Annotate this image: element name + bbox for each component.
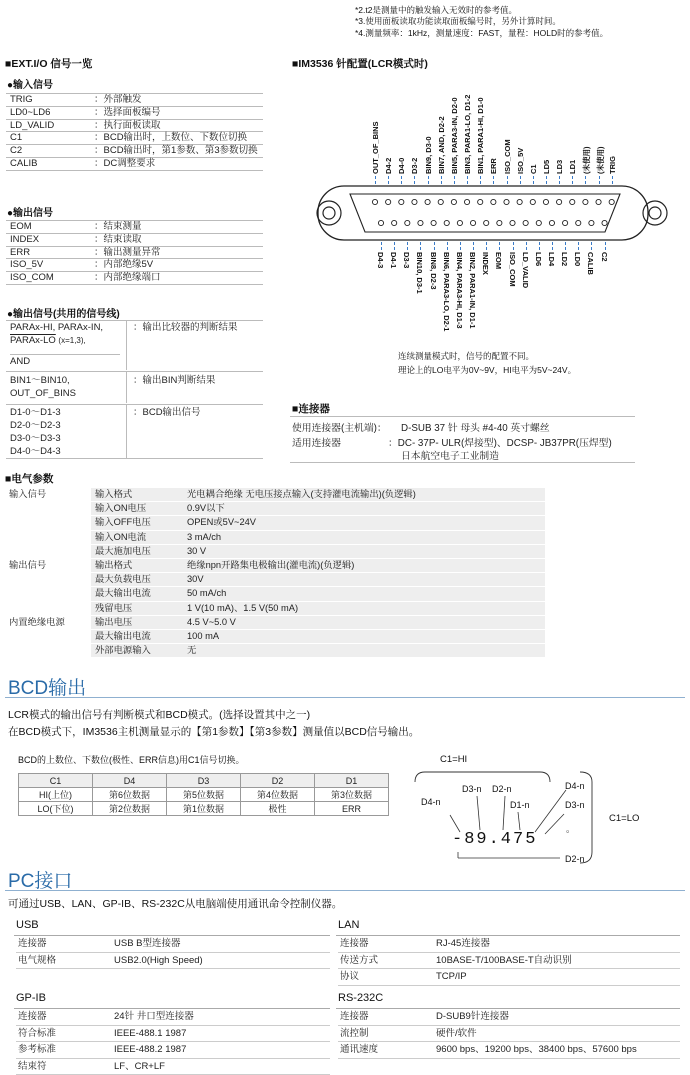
- shared-row-bcd-l3: D3-0～D3-3: [10, 433, 61, 444]
- bcd-cell: HI(上位): [19, 788, 93, 802]
- pin-label-top: TRIG: [607, 156, 617, 174]
- signal-name: C2: [10, 145, 23, 157]
- electrical-item: 外部电源输入: [91, 644, 183, 658]
- arrow-d2-hi: [503, 796, 505, 830]
- pin-hole: [392, 220, 397, 225]
- pin-label-bottom: BIN8, D2-3: [428, 252, 438, 290]
- electrical-item: 最大输出电流: [91, 630, 183, 644]
- pin-label-bottom: BIN6, PARA3-LO, D2-1: [441, 252, 451, 332]
- pin-hole: [444, 220, 449, 225]
- spec-key: 参考标准: [18, 1044, 57, 1055]
- pin-label-top: (未使用): [595, 146, 605, 174]
- pin-hole: [431, 220, 436, 225]
- pin-hole: [478, 199, 483, 204]
- shared-row-bin-desc: ：输出BIN判断结果: [133, 375, 216, 386]
- electrical-value: 30 V: [183, 544, 545, 558]
- signal-desc: ：结束测量: [94, 221, 142, 232]
- bcd-cell: D1: [315, 774, 389, 788]
- right-screw-inner: [649, 207, 661, 219]
- connector-title: ■连接器: [292, 403, 330, 415]
- electrical-row: [5, 544, 545, 558]
- pin-hole: [557, 199, 562, 204]
- electrical-item: 输出格式: [91, 559, 183, 573]
- pin-hole: [510, 220, 515, 225]
- signal-name: C1: [10, 132, 23, 144]
- pin-title: ■IM3536 针配置(LCR模式时): [292, 58, 428, 70]
- connector-applicable-key: 适用连接器: [292, 438, 341, 449]
- signal-desc: ：BCD输出时，第1参数、第3参数切换: [94, 145, 258, 157]
- d4n-hi-label: D4-n: [421, 797, 441, 807]
- signal-desc: ：执行面板读取: [94, 119, 161, 131]
- rs232-title: RS-232C: [338, 992, 384, 1004]
- bcd-cell: 极性: [241, 802, 315, 816]
- inputs-row: [6, 132, 263, 145]
- lan-spec-row: [338, 952, 680, 969]
- rs232-spec-row: [338, 1025, 680, 1042]
- electrical-item: 输入ON电流: [91, 530, 183, 544]
- pin-label-top: OUT_OF_BINS: [371, 121, 380, 174]
- pin-label-bottom: D4-3: [376, 252, 385, 269]
- shared-row-compare: [6, 320, 263, 370]
- bcd-table-row: [19, 774, 389, 788]
- pin-hole: [609, 199, 614, 204]
- pin-label-top: LD5: [541, 159, 551, 174]
- pin-label-bottom: LD0: [573, 252, 583, 267]
- pin-hole: [418, 220, 423, 225]
- signal-desc: ：结束读取: [94, 233, 142, 245]
- pin-hole: [583, 199, 588, 204]
- electrical-category: 输出信号: [5, 559, 91, 573]
- electrical-row: [5, 516, 545, 530]
- spec-key: 连接器: [340, 1011, 369, 1022]
- signal-name: ISO_5V: [10, 259, 44, 271]
- signal-desc: ：BCD输出时，上数位、下数位切换: [94, 132, 248, 144]
- electrical-row: [5, 587, 545, 601]
- pc-intro: 可通过USB、LAN、GP-IB、RS-232C从电脑端使用通讯命令控制仪器。: [8, 898, 343, 910]
- pin-label-top: (未使用): [582, 146, 592, 174]
- pin-hole: [372, 199, 377, 204]
- electrical-table: [5, 488, 545, 658]
- pin-label-top: ISO_COM: [502, 139, 512, 174]
- bcd-cell: 第6位数据: [93, 788, 167, 802]
- pin-hole: [549, 220, 554, 225]
- usb-table: [16, 936, 330, 969]
- bcd-cell: C1: [19, 774, 93, 788]
- pin-hole: [425, 199, 430, 204]
- electrical-item: 输入格式: [91, 488, 183, 502]
- outputs-row: [6, 233, 263, 246]
- electrical-value: 1 V(10 mA)、1.5 V(50 mA): [183, 601, 545, 615]
- electrical-category: [5, 644, 91, 658]
- spec-key: 连接器: [18, 938, 47, 949]
- output-signals-title: ●输出信号: [7, 208, 54, 219]
- electrical-category: [5, 544, 91, 558]
- electrical-category: [5, 516, 91, 530]
- electrical-category: [5, 573, 91, 587]
- decimal-dot: 。: [566, 824, 576, 834]
- bcd-cell: D4: [93, 774, 167, 788]
- d1n-hi-label: D1-n: [510, 800, 530, 810]
- spec-value: TCP/IP: [436, 971, 467, 982]
- usb-title: USB: [16, 919, 39, 931]
- pin-hole: [523, 220, 528, 225]
- spec-key: 协议: [340, 971, 360, 982]
- pin-label-bottom: D4-1: [389, 252, 399, 269]
- pin-hole: [517, 199, 522, 204]
- rs232-spec-row: [338, 1009, 680, 1025]
- spec-key: 电气规格: [18, 954, 57, 966]
- lan-spec-row: [338, 969, 680, 986]
- pin-hole: [378, 220, 383, 225]
- electrical-category: 内置绝缘电源: [5, 615, 91, 629]
- d4n-lo-label: D4-n: [565, 781, 585, 791]
- lan-spec-row: [338, 936, 680, 952]
- electrical-title: ■电气参数: [5, 473, 54, 485]
- spec-key: 流控制: [340, 1027, 369, 1039]
- outputs-row: [6, 272, 263, 285]
- pin-label-top: D3-2: [410, 157, 420, 174]
- pin-label-bottom: LD6: [533, 252, 543, 267]
- shared-row-bin: [6, 371, 263, 403]
- electrical-item: 输入ON电压: [91, 502, 183, 516]
- pin-label-top: LD1: [568, 159, 578, 174]
- connector-box: [290, 416, 635, 463]
- electrical-item: 最大输出电流: [91, 587, 183, 601]
- rs232-table: [338, 1009, 680, 1059]
- pin-label-bottom: BIN2, PARA1-IN, D1-1: [468, 252, 478, 329]
- pin-hole: [497, 220, 502, 225]
- spec-key: 连接器: [18, 1011, 47, 1022]
- pin-label-bottom: C2: [599, 252, 609, 262]
- pin-label-top: BIN5, PARA3-IN, D2-0: [449, 97, 459, 174]
- d3n-lo-label: D3-n: [565, 800, 585, 810]
- shared-row-bin-l1: BIN1～BIN10,: [10, 375, 70, 386]
- gpib-spec-row: [16, 1058, 330, 1075]
- signal-name: EOM: [10, 221, 32, 232]
- pin-label-bottom: CALIB: [586, 252, 596, 275]
- pin-hole: [576, 220, 581, 225]
- bcd-cell: D3: [167, 774, 241, 788]
- pin-hole: [543, 199, 548, 204]
- pin-label-top: ISO_5V: [515, 147, 525, 174]
- bcd-caption: BCD的上数位、下数位(极性、ERR信息)用C1信号切换。: [18, 755, 245, 765]
- spec-value: 10BASE-T/100BASE-T自动识别: [436, 954, 572, 966]
- pc-title-rule: [5, 890, 685, 891]
- bcd-table-row: [19, 788, 389, 802]
- shared-row-bcd-l2: D2-0～D2-3: [10, 420, 61, 431]
- pin-label-top: ERR: [489, 158, 499, 174]
- signal-desc: ：输出测量异常: [94, 246, 161, 258]
- inputs-row: [6, 106, 263, 119]
- pin-label-bottom: INDEX: [481, 252, 491, 275]
- arrow-d3-hi: [477, 796, 480, 830]
- dsub-connector: [300, 180, 680, 255]
- pin-label-bottom: LD_VALID: [520, 252, 530, 289]
- spec-value: IEEE-488.1 1987: [114, 1027, 187, 1039]
- bcd-display-value: -89.475: [452, 830, 538, 849]
- electrical-item: 输出电压: [91, 615, 183, 629]
- electrical-category: [5, 587, 91, 601]
- spec-value: 9600 bps、19200 bps、38400 bps、57600 bps: [436, 1044, 637, 1055]
- bcd-table: [18, 773, 389, 816]
- signal-desc: ：DC调整要求: [94, 157, 156, 169]
- bcd-title-rule: [5, 697, 685, 698]
- pin-label-bottom: BIN10, D3-1: [415, 252, 425, 294]
- shared-row-bcd-l1: D1-0～D1-3: [10, 407, 61, 418]
- electrical-row: [5, 530, 545, 544]
- gpib-spec-row: [16, 1042, 330, 1059]
- inputs-row: [6, 145, 263, 158]
- electrical-row: [5, 644, 545, 658]
- spec-value: USB2.0(High Speed): [114, 954, 203, 966]
- electrical-item: 最大施加电压: [91, 544, 183, 558]
- pin-label-top: D4-2: [384, 157, 394, 174]
- bcd-cell: ERR: [315, 802, 389, 816]
- electrical-value: 无: [183, 644, 545, 658]
- signal-name: LD0~LD6: [10, 106, 51, 118]
- signal-name: LD_VALID: [10, 119, 55, 131]
- electrical-category: [5, 530, 91, 544]
- spec-key: 通讯速度: [340, 1044, 379, 1055]
- pin-hole: [484, 220, 489, 225]
- note-2: *2.t2是测量中的触发输入无效时的参考值。: [355, 5, 517, 15]
- signal-desc: ：内部绝缘端口: [94, 272, 161, 284]
- pin-hole: [399, 199, 404, 204]
- inputs-row: [6, 157, 263, 170]
- pin-hole: [405, 220, 410, 225]
- ext-io-title: ■EXT.I/O 信号一览: [5, 58, 93, 70]
- electrical-row: [5, 502, 545, 516]
- bcd-cell: 第3位数据: [315, 788, 389, 802]
- electrical-item: 输入OFF电压: [91, 516, 183, 530]
- lan-table: [338, 936, 680, 986]
- electrical-value: 绝缘npn开路集电极输出(灌电流)(负逻辑): [183, 559, 545, 573]
- electrical-value: OPEN或5V~24V: [183, 516, 545, 530]
- electrical-row: [5, 488, 545, 502]
- usb-spec-row: [16, 936, 330, 952]
- bcd-table-row: [19, 802, 389, 816]
- signal-name: TRIG: [10, 94, 33, 105]
- outputs-row: [6, 221, 263, 234]
- inputs-row: [6, 94, 263, 107]
- bcd-cell: 第5位数据: [167, 788, 241, 802]
- electrical-value: 100 mA: [183, 630, 545, 644]
- electrical-category: [5, 601, 91, 615]
- signal-desc: ：选择面板编号: [94, 106, 161, 118]
- shared-row-bcd-l4: D4-0～D4-3: [10, 446, 61, 457]
- pin-hole: [504, 199, 509, 204]
- gpib-title: GP-IB: [16, 992, 46, 1004]
- d2n-hi-label: D2-n: [492, 784, 512, 794]
- electrical-item: 残留电压: [91, 601, 183, 615]
- pin-label-bottom: ISO_COM: [507, 252, 517, 287]
- shared-row-compare-l2: PARAx-LO (x=1,3),: [10, 335, 86, 346]
- pin-label-bottom: D3-3: [402, 252, 412, 269]
- pin-label-top: LD3: [555, 159, 565, 174]
- pin-hole: [596, 199, 601, 204]
- pin-hole: [438, 199, 443, 204]
- electrical-item: 最大负载电压: [91, 573, 183, 587]
- pin-label-bottom: EOM: [494, 252, 504, 270]
- gpib-table: [16, 1009, 330, 1075]
- pin-label-bottom: LD2: [560, 252, 570, 267]
- shared-row-bcd: [6, 404, 263, 459]
- gpib-spec-row: [16, 1009, 330, 1025]
- pin-hole: [451, 199, 456, 204]
- outputs-row: [6, 259, 263, 272]
- electrical-row: [5, 559, 545, 573]
- electrical-row: [5, 601, 545, 615]
- pin-label-top: C1: [528, 164, 538, 174]
- shared-row-compare-desc: ：输出比较器的判断结果: [133, 322, 238, 333]
- signal-name: CALIB: [10, 157, 38, 169]
- arrow-d1-hi: [518, 812, 520, 830]
- pin-hole: [457, 220, 462, 225]
- input-signals-table: [6, 93, 263, 171]
- spec-value: 硬件/软件: [436, 1027, 477, 1039]
- bcd-cell: LO(下位): [19, 802, 93, 816]
- electrical-row: [5, 573, 545, 587]
- signal-name: ERR: [10, 246, 31, 258]
- connector-host-value: D-SUB 37 针 母头 #4-40 英寸螺丝: [401, 423, 550, 434]
- bcd-p1: LCR模式的输出信号有判断模式和BCD模式。(选择设置其中之一): [8, 709, 311, 721]
- electrical-row: [5, 615, 545, 629]
- pin-note-2: 理论上的LO电平为0V~9V，HI电平为5V~24V。: [398, 365, 577, 375]
- electrical-category: 输入信号: [5, 488, 91, 502]
- electrical-category: [5, 502, 91, 516]
- pin-label-top: BIN1, PARA1-HI, D1-0: [476, 97, 486, 174]
- pin-hole: [491, 199, 496, 204]
- spec-key: 传送方式: [340, 954, 379, 966]
- usb-spec-row: [16, 952, 330, 969]
- connector-maker: 日本航空电子工业制造: [401, 451, 499, 462]
- gpib-spec-row: [16, 1025, 330, 1042]
- spec-value: 24针 井口型连接器: [114, 1011, 194, 1022]
- pin-label-top: BIN9, D3-0: [423, 136, 433, 174]
- electrical-value: 4.5 V~5.0 V: [183, 615, 545, 629]
- pin-label-top: D4-0: [397, 157, 407, 174]
- pin-hole: [412, 199, 417, 204]
- signal-desc: ：内部绝缘5V: [94, 259, 154, 271]
- lan-title: LAN: [338, 919, 360, 931]
- pin-hole: [530, 199, 535, 204]
- bcd-p2: 在BCD模式下，IM3536主机测量显示的【第1参数】【第3参数】测量值以BCD信号输出。: [8, 726, 420, 738]
- hi-bracket: [415, 772, 550, 782]
- inputs-row: [6, 119, 263, 132]
- electrical-category: [5, 630, 91, 644]
- electrical-row: [5, 630, 545, 644]
- note-3: *3.使用面板读取功能读取面板编号时，另外计算时间。: [355, 16, 561, 26]
- pin-hole: [589, 220, 594, 225]
- pin-hole: [470, 220, 475, 225]
- c1-hi-label: C1=HI: [440, 754, 468, 765]
- pin-hole: [570, 199, 575, 204]
- pin-hole: [563, 220, 568, 225]
- spec-value: D-SUB9针连接器: [436, 1011, 509, 1022]
- bcd-title: BCD输出: [8, 678, 87, 699]
- pin-label-top: BIN3, PARA1-LO, D1-2: [463, 94, 473, 174]
- connector-host-key: 使用连接器(主机端)：: [292, 423, 387, 434]
- pin-note-1: 连续测量模式时，信号的配置不同。: [398, 351, 535, 361]
- input-signals-title: ●输入信号: [7, 80, 54, 91]
- bcd-cell: 第1位数据: [167, 802, 241, 816]
- pin-label-bottom: BIN4, PARA3-HI, D1-3: [454, 252, 464, 329]
- d2n-lo-label: D2-n: [565, 854, 585, 864]
- signal-desc: ：外部触发: [94, 94, 142, 105]
- electrical-value: 50 mA/ch: [183, 587, 545, 601]
- rs232-spec-row: [338, 1042, 680, 1059]
- c1-lo-label: C1=LO: [609, 813, 640, 824]
- pin-label-top: BIN7, AND, D2-2: [436, 116, 446, 174]
- output-signals-table: [6, 220, 263, 285]
- outputs-row: [6, 246, 263, 259]
- shared-signals-title: ●输出信号(共用的信号线): [7, 309, 120, 320]
- spec-value: USB B型连接器: [114, 938, 181, 949]
- d3n-hi-label: D3-n: [462, 784, 482, 794]
- signal-name: INDEX: [10, 233, 40, 245]
- pc-title: PC接口: [8, 871, 73, 892]
- spec-key: 连接器: [340, 938, 369, 949]
- spec-key: 符合标准: [18, 1027, 57, 1039]
- shared-row-bcd-desc: ：BCD输出信号: [133, 407, 201, 418]
- spec-key: 结束符: [18, 1060, 47, 1072]
- pin-hole: [602, 220, 607, 225]
- signal-name: ISO_COM: [10, 272, 54, 284]
- bcd-cell: 第2位数据: [93, 802, 167, 816]
- bcd-cell: D2: [241, 774, 315, 788]
- shared-row-bin-l2: OUT_OF_BINS: [10, 388, 76, 399]
- pin-hole: [536, 220, 541, 225]
- electrical-value: 0.9V以下: [183, 502, 545, 516]
- pin-hole: [464, 199, 469, 204]
- electrical-value: 30V: [183, 573, 545, 587]
- pin-label-bottom: LD4: [546, 252, 556, 267]
- arrow-d4-lo: [535, 790, 566, 832]
- pin-hole: [386, 199, 391, 204]
- connector-applicable-value: ：DC- 37P- ULR(焊接型)、DCSP- JB37PR(压焊型): [388, 438, 612, 449]
- shared-row-compare-l1: PARAx-HI, PARAx-IN,: [10, 322, 104, 333]
- bcd-cell: 第4位数据: [241, 788, 315, 802]
- electrical-value: 3 mA/ch: [183, 530, 545, 544]
- spec-value: IEEE-488.2 1987: [114, 1044, 187, 1055]
- note-4: *4.测量频率：1kHz，测量速度：FAST，量程：HOLD时的参考值。: [355, 28, 609, 38]
- spec-value: LF、CR+LF: [114, 1060, 165, 1072]
- arrow-d3-lo: [545, 814, 564, 834]
- shared-row-compare-l3: AND: [10, 354, 120, 368]
- spec-value: RJ-45连接器: [436, 938, 490, 949]
- electrical-value: 光电耦合绝缘 无电压接点输入(支持灌电流输出)(负逻辑): [183, 488, 545, 502]
